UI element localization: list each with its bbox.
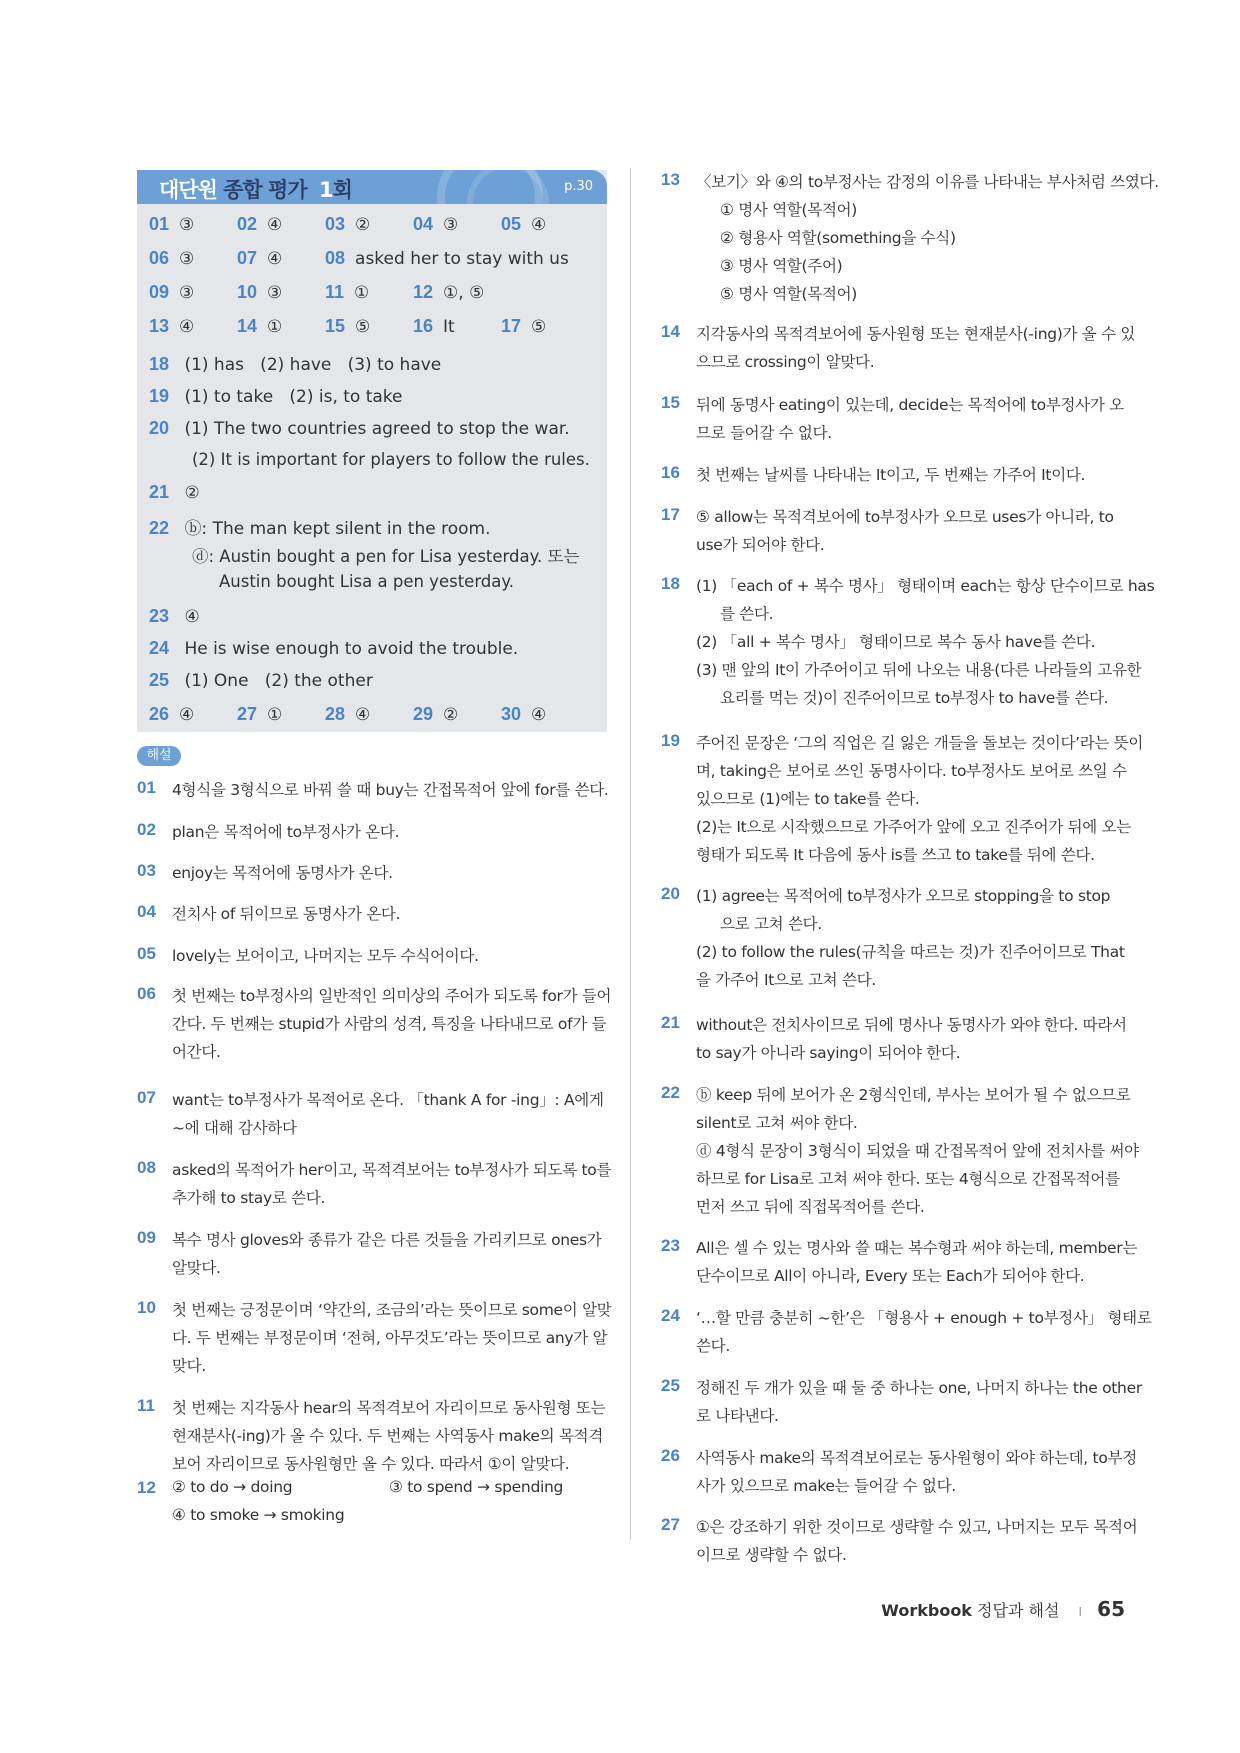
answer-item bbox=[237, 248, 282, 269]
explanation-line: 추가해 to stay로 쓴다. bbox=[172, 1189, 326, 1207]
answer-number: 23 bbox=[149, 606, 170, 626]
explanation-line: ⓓ 4형식 문장이 3형식이 되었을 때 간접목적어 앞에 전치사를 써야 bbox=[696, 1142, 1139, 1160]
explanation-line: (3) 맨 앞의 It이 가주어이고 뒤에 나오는 내용(다른 나라들의 고유한 bbox=[696, 661, 1142, 679]
answer-box-header bbox=[137, 170, 607, 204]
explanation-line: 하므로 for Lisa로 고쳐 써야 한다. 또는 4형식으로 간접목적어를 bbox=[696, 1170, 1120, 1188]
footer-section: 정답과 해설 bbox=[977, 1601, 1060, 1620]
answer-value: ① bbox=[354, 283, 370, 303]
footer-book: Workbook bbox=[881, 1601, 972, 1620]
explanation-number: 24 bbox=[661, 1306, 680, 1325]
explanation-number: 11 bbox=[137, 1396, 155, 1415]
explanation-line: All은 셀 수 있는 명사와 쓸 때는 복수형과 써야 하는데, member는 bbox=[696, 1239, 1138, 1257]
answer-item bbox=[237, 316, 282, 337]
answer-item bbox=[325, 704, 370, 725]
answer-item bbox=[149, 316, 194, 337]
answer-item bbox=[413, 316, 455, 337]
answer-value: (1) One (2) the other bbox=[184, 671, 373, 691]
explanation-line: 으로 고쳐 쓴다. bbox=[720, 915, 822, 933]
answer-value: ⓑ: The man kept silent in the room. bbox=[184, 519, 491, 539]
explanation-line: 다. 두 번째는 부정문이며 ‘전혀, 아무것도’라는 뜻이므로 any가 알 bbox=[172, 1329, 608, 1347]
answer-23 bbox=[149, 606, 200, 632]
explanation-line: 사가 있으므로 make는 들어갈 수 없다. bbox=[696, 1477, 956, 1495]
answer-21 bbox=[149, 482, 200, 508]
answer-value: ② bbox=[184, 483, 200, 503]
answer-item bbox=[237, 214, 282, 235]
answer-value: ③ bbox=[179, 283, 195, 303]
answer-item bbox=[501, 214, 546, 235]
explanation-line: ① 명사 역할(목적어) bbox=[720, 201, 858, 219]
answer-number: 29 bbox=[413, 704, 434, 724]
answer-25 bbox=[149, 670, 373, 696]
explanation-line: to say가 아니라 saying이 되어야 한다. bbox=[696, 1044, 961, 1062]
answer-number: 11 bbox=[325, 282, 345, 302]
explanation-line: ⑤ allow는 목적격보어에 to부정사가 오므로 uses가 아니라, to bbox=[696, 508, 1114, 526]
answer-value: ④ bbox=[355, 705, 371, 725]
header-decoration bbox=[467, 170, 549, 204]
title-part: 1 bbox=[318, 178, 333, 202]
explanation-number: 03 bbox=[137, 861, 156, 880]
explanation-line: (1) 「each of + 복수 명사」 형태이며 each는 항상 단수이므로 has bbox=[696, 577, 1155, 595]
answer-value: (1) to take (2) is, to take bbox=[184, 387, 403, 407]
explanation-number: 21 bbox=[661, 1013, 680, 1032]
answer-number: 10 bbox=[237, 282, 258, 302]
answer-number: 04 bbox=[413, 214, 434, 234]
explanation-number: 25 bbox=[661, 1376, 680, 1395]
footer-separator: I bbox=[1078, 1605, 1083, 1619]
explanation-line: ‘…할 만큼 충분히 ~한’은 「형용사 + enough + to부정사」 형태로 bbox=[696, 1309, 1152, 1327]
explanation-line: ⑤ 명사 역할(목적어) bbox=[720, 285, 858, 303]
explanation-line: 있으므로 (1)에는 to take를 쓴다. bbox=[696, 790, 920, 808]
explanation-line: 이므로 생략할 수 없다. bbox=[696, 1546, 847, 1564]
explanation-number: 05 bbox=[137, 944, 156, 963]
answer-value: ③ bbox=[179, 215, 195, 235]
answer-number: 21 bbox=[149, 482, 170, 502]
answer-number: 18 bbox=[149, 354, 170, 374]
explanation-number: 16 bbox=[661, 463, 680, 482]
answer-number: 02 bbox=[237, 214, 258, 234]
answer-value: ④ bbox=[179, 705, 195, 725]
explanation-number: 12 bbox=[137, 1478, 156, 1497]
explanation-line: lovely는 보어이고, 나머지는 모두 수식어이다. bbox=[172, 947, 479, 965]
answer-item bbox=[237, 704, 282, 725]
explanation-line: 로 나타낸다. bbox=[696, 1407, 779, 1425]
answer-19 bbox=[149, 386, 403, 412]
answer-item bbox=[325, 214, 370, 235]
answer-item bbox=[149, 214, 194, 235]
explanation-number: 14 bbox=[661, 322, 680, 341]
answer-number: 15 bbox=[325, 316, 346, 336]
answer-number: 16 bbox=[413, 316, 434, 336]
answer-22 bbox=[149, 514, 491, 540]
explanation-line: 형태가 되도록 It 다음에 동사 is를 쓰고 to take를 뒤에 쓴다. bbox=[696, 846, 1095, 864]
answer-value: ④ bbox=[267, 215, 283, 235]
explanation-line: want는 to부정사가 목적어로 온다. 「thank A for -ing」: A에게 bbox=[172, 1091, 604, 1109]
answer-number: 22 bbox=[149, 518, 170, 538]
explanation-line: 므로 들어갈 수 없다. bbox=[696, 424, 832, 442]
answer-value: ④ bbox=[267, 249, 283, 269]
explanation-number: 02 bbox=[137, 820, 156, 839]
explanation-number: 09 bbox=[137, 1228, 156, 1247]
explanation-line: (2)는 It으로 시작했으므로 가주어가 앞에 오고 진주어가 뒤에 오는 bbox=[696, 818, 1131, 836]
answer-number: 09 bbox=[149, 282, 170, 302]
answer-value: He is wise enough to avoid the trouble. bbox=[184, 639, 519, 659]
answer-item bbox=[237, 282, 282, 303]
answer-item bbox=[149, 704, 194, 725]
explanation-12 bbox=[137, 1478, 607, 1538]
answer-value: ①, ⑤ bbox=[443, 283, 485, 303]
explanation-line: 주어진 문장은 ‘그의 직업은 길 잃은 개들을 돌보는 것이다’라는 뜻이 bbox=[696, 734, 1144, 752]
explanation-line: 첫 번째는 날씨를 나타내는 It이고, 두 번째는 가주어 It이다. bbox=[696, 466, 1086, 484]
explanation-line: 첫 번째는 to부정사의 일반적인 의미상의 주어가 되도록 for가 들어 bbox=[172, 987, 612, 1005]
explanation-line: 단수이므로 All이 아니라, Every 또는 Each가 되어야 한다. bbox=[696, 1267, 1085, 1285]
answer-value: (1) The two countries agreed to stop the war. bbox=[184, 419, 570, 439]
answer-value: ① bbox=[267, 705, 283, 725]
answer-number: 26 bbox=[149, 704, 170, 724]
answer-number: 07 bbox=[237, 248, 258, 268]
title-part: 대단원 bbox=[159, 178, 217, 202]
explanation-line: ④ to smoke → smoking bbox=[172, 1506, 345, 1524]
explanation-line: 간다. 두 번째는 stupid가 사람의 성격, 특징을 나타내므로 of가 들 bbox=[172, 1015, 607, 1033]
explanation-number: 13 bbox=[661, 170, 680, 189]
explanation-number: 20 bbox=[661, 884, 680, 903]
explanation-line: 며, taking은 보어로 쓰인 동명사이다. to부정사도 보어로 쓰일 수 bbox=[696, 762, 1127, 780]
answer-value: ④ bbox=[531, 705, 547, 725]
page-footer bbox=[881, 1597, 1125, 1621]
explanation-line: 복수 명사 gloves와 종류가 같은 다른 것들을 가리키므로 ones가 bbox=[172, 1231, 602, 1249]
answer-number: 25 bbox=[149, 670, 170, 690]
answer-number: 05 bbox=[501, 214, 522, 234]
answer-number: 19 bbox=[149, 386, 170, 406]
explanation-line: (2) 「all + 복수 명사」 형태이므로 복수 동사 have를 쓴다. bbox=[696, 633, 1096, 651]
answer-item bbox=[325, 282, 369, 303]
explanation-line: 전치사 of 뒤이므로 동명사가 온다. bbox=[172, 905, 401, 923]
answer-item bbox=[501, 316, 546, 337]
explanation-number: 06 bbox=[137, 984, 156, 1003]
explanation-line: plan은 목적어에 to부정사가 온다. bbox=[172, 823, 400, 841]
answer-number: 03 bbox=[325, 214, 346, 234]
explanation-line: 첫 번째는 지각동사 hear의 목적격보어 자리이므로 동사원형 또는 bbox=[172, 1399, 606, 1417]
answer-24 bbox=[149, 638, 518, 664]
explanation-line: 정해진 두 개가 있을 때 둘 중 하나는 one, 나머지 하나는 the other bbox=[696, 1379, 1142, 1397]
explanation-line: without은 전치사이므로 뒤에 명사나 동명사가 와야 한다. 따라서 bbox=[696, 1016, 1127, 1034]
explanation-line: 알맞다. bbox=[172, 1259, 221, 1277]
answer-number: 13 bbox=[149, 316, 170, 336]
answer-item bbox=[149, 282, 194, 303]
answer-number: 30 bbox=[501, 704, 522, 724]
explanation-line: asked의 목적어가 her이고, 목적격보어는 to부정사가 되도록 to를 bbox=[172, 1161, 612, 1179]
explanation-line: silent로 고쳐 써야 한다. bbox=[696, 1114, 858, 1132]
explanation-line: ③ to spend → spending bbox=[389, 1478, 564, 1496]
title-part: 회 bbox=[332, 178, 352, 202]
explanation-line: ⓑ keep 뒤에 보어가 온 2형식인데, 부사는 보어가 될 수 없으므로 bbox=[696, 1086, 1131, 1104]
explanation-line: 보어 자리이므로 동사원형만 올 수 있다. 따라서 ①이 알맞다. bbox=[172, 1455, 570, 1473]
answer-number: 06 bbox=[149, 248, 170, 268]
answer-20-line2: (2) It is important for players to follow the rules. bbox=[192, 450, 590, 469]
answer-value: ① bbox=[267, 317, 283, 337]
answer-item bbox=[325, 248, 569, 269]
title-part: 종합 평가 bbox=[223, 178, 307, 202]
column-divider bbox=[630, 168, 631, 1540]
answer-20 bbox=[149, 418, 570, 444]
explanation-number: 27 bbox=[661, 1515, 680, 1534]
answer-value: ③ bbox=[443, 215, 459, 235]
answer-box-title bbox=[159, 174, 352, 204]
explanation-number: 26 bbox=[661, 1446, 680, 1465]
answer-value: ② bbox=[443, 705, 459, 725]
answer-value: ④ bbox=[179, 317, 195, 337]
explanation-line: use가 되어야 한다. bbox=[696, 536, 825, 554]
answer-value: (1) has (2) have (3) to have bbox=[184, 355, 442, 375]
answer-value: ④ bbox=[184, 607, 200, 627]
answer-22-line2: ⓓ: Austin bought a pen for Lisa yesterday. 또는 bbox=[192, 547, 580, 566]
explanation-number: 17 bbox=[661, 505, 680, 524]
answer-value: ⑤ bbox=[531, 317, 547, 337]
explanation-line: enjoy는 목적어에 동명사가 온다. bbox=[172, 864, 393, 882]
explanation-line: 뒤에 동명사 eating이 있는데, decide는 목적어에 to부정사가 오 bbox=[696, 396, 1124, 414]
answer-item bbox=[413, 704, 458, 725]
answer-number: 27 bbox=[237, 704, 258, 724]
explanation-line: ③ 명사 역할(주어) bbox=[720, 257, 843, 275]
explanation-line: 4형식을 3형식으로 바꿔 쓸 때 buy는 간접목적어 앞에 for를 쓴다. bbox=[172, 781, 609, 799]
answer-value: ④ bbox=[531, 215, 547, 235]
answer-number: 17 bbox=[501, 316, 522, 336]
explanation-line: 쓴다. bbox=[696, 1337, 730, 1355]
explanation-line: 어간다. bbox=[172, 1043, 221, 1061]
answer-item bbox=[413, 214, 458, 235]
explanation-number: 04 bbox=[137, 902, 156, 921]
explanation-line: (1) agree는 목적어에 to부정사가 오므로 stopping을 to stop bbox=[696, 887, 1111, 905]
answer-value: ② bbox=[355, 215, 371, 235]
answer-box bbox=[137, 170, 607, 732]
explanation-number: 18 bbox=[661, 574, 680, 593]
explanation-line: ② 형용사 역할(something을 수식) bbox=[720, 229, 956, 247]
explanation-line: 지각동사의 목적격보어에 동사원형 또는 현재분사(-ing)가 올 수 있 bbox=[696, 325, 1136, 343]
answer-value: asked her to stay with us bbox=[355, 249, 569, 269]
answer-item bbox=[325, 316, 370, 337]
explanation-number: 01 bbox=[137, 778, 156, 797]
explanation-line: ①은 강조하기 위한 것이므로 생략할 수 있고, 나머지는 모두 목적어 bbox=[696, 1518, 1138, 1536]
explanation-number: 07 bbox=[137, 1088, 156, 1107]
answer-18 bbox=[149, 354, 441, 380]
answer-value: ③ bbox=[267, 283, 283, 303]
page-reference: p.30 bbox=[564, 179, 593, 194]
answer-number: 28 bbox=[325, 704, 346, 724]
explanation-line: 첫 번째는 긍정문이며 ‘약간의, 조금의’라는 뜻이므로 some이 알맞 bbox=[172, 1301, 612, 1319]
explanation-line: 먼저 쓰고 뒤에 직접목적어를 쓴다. bbox=[696, 1198, 925, 1216]
explanation-line: 을 가주어 It으로 고쳐 쓴다. bbox=[696, 971, 876, 989]
explanation-number: 23 bbox=[661, 1236, 680, 1255]
answer-number: 01 bbox=[149, 214, 170, 234]
explanation-line: 요리를 먹는 것)이 진주어이므로 to부정사 to have를 쓴다. bbox=[720, 689, 1109, 707]
explanation-number: 19 bbox=[661, 731, 680, 750]
explanation-line: ~에 대해 감사하다 bbox=[172, 1119, 297, 1137]
explanation-number: 15 bbox=[661, 393, 680, 412]
explanation-line: (2) to follow the rules(규칙을 따르는 것)가 진주어이므로 That bbox=[696, 943, 1125, 961]
answer-number: 20 bbox=[149, 418, 170, 438]
answer-value: It bbox=[443, 317, 455, 337]
answer-number: 08 bbox=[325, 248, 346, 268]
explanation-number: 08 bbox=[137, 1158, 156, 1177]
explanation-line: 사역동사 make의 목적격보어로는 동사원형이 와야 하는데, to부정 bbox=[696, 1449, 1137, 1467]
answer-value: ③ bbox=[179, 249, 195, 269]
answer-item bbox=[149, 248, 194, 269]
explanation-line: ② to do → doing bbox=[172, 1478, 293, 1496]
explanation-line: 를 쓴다. bbox=[720, 605, 774, 623]
answer-item bbox=[501, 704, 546, 725]
answer-item bbox=[413, 282, 484, 303]
explanation-line: 으므로 crossing이 알맞다. bbox=[696, 353, 875, 371]
answer-22-line3: Austin bought Lisa a pen yesterday. bbox=[219, 572, 515, 591]
explanation-line: 맞다. bbox=[172, 1357, 206, 1375]
answer-number: 14 bbox=[237, 316, 258, 336]
answer-number: 24 bbox=[149, 638, 170, 658]
page-number: 65 bbox=[1097, 1597, 1125, 1621]
explanation-line: 〈보기〉와 ④의 to부정사는 감정의 이유를 나타내는 부사처럼 쓰였다. bbox=[696, 173, 1159, 191]
explanation-number: 10 bbox=[137, 1298, 156, 1317]
explanation-badge: 해설 bbox=[137, 746, 181, 766]
answer-number: 12 bbox=[413, 282, 434, 302]
answer-value: ⑤ bbox=[355, 317, 371, 337]
explanation-line: 현재분사(-ing)가 올 수 있다. 두 번째는 사역동사 make의 목적격 bbox=[172, 1427, 603, 1445]
explanation-number: 22 bbox=[661, 1083, 680, 1102]
